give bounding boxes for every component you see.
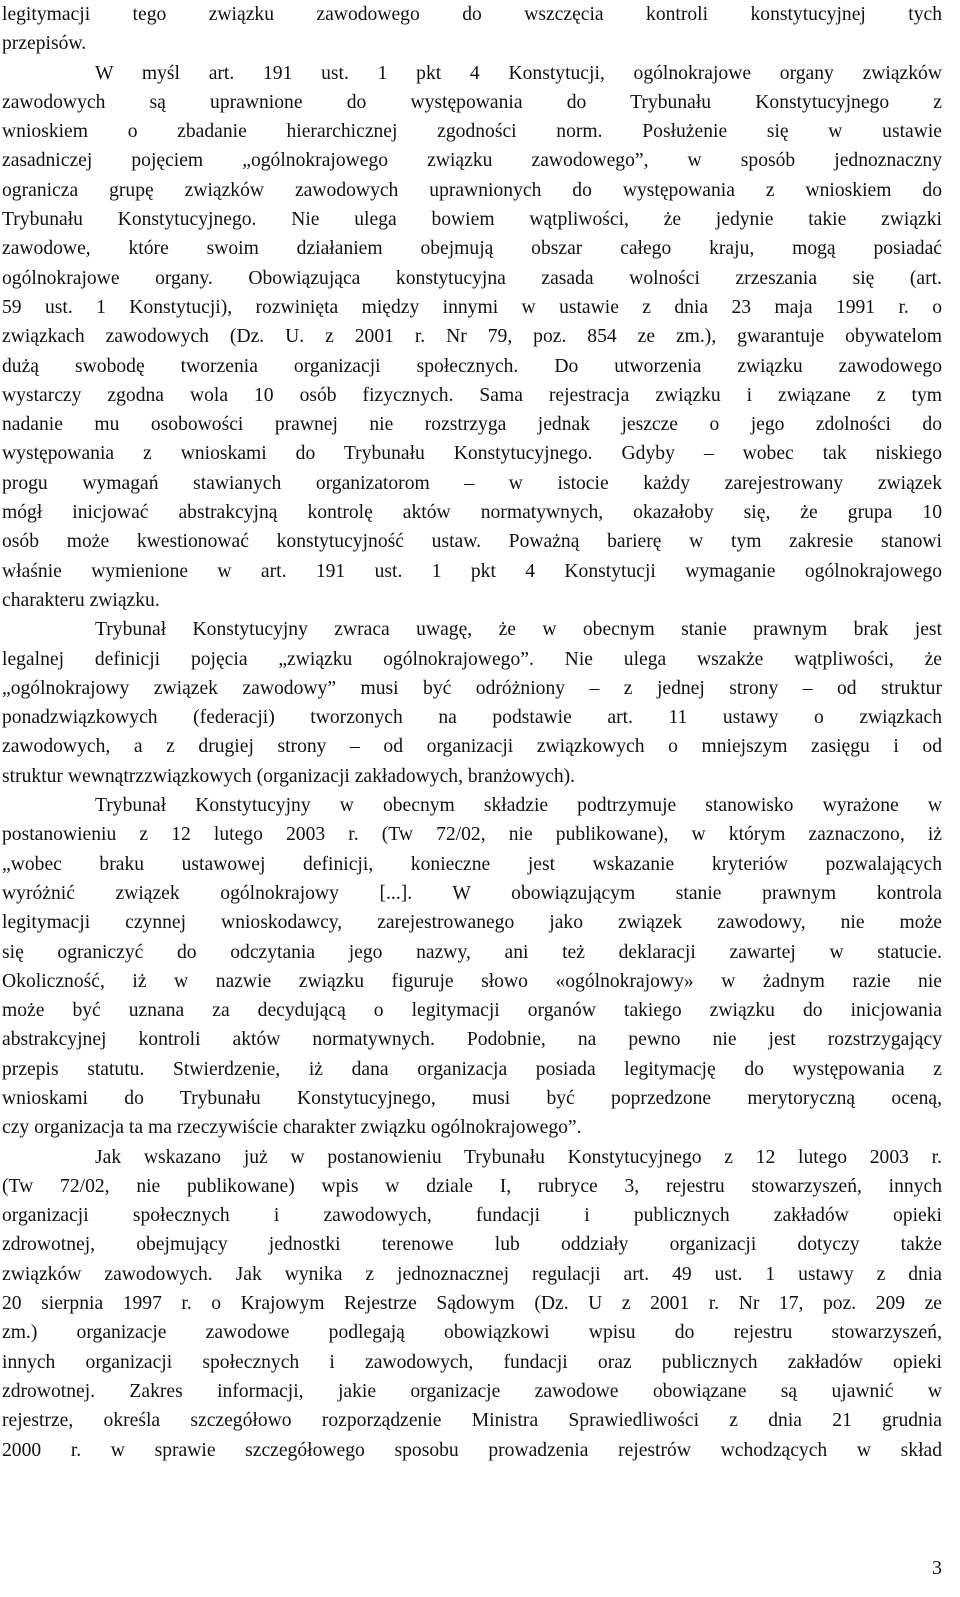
text-line: abstrakcyjnej kontroli aktów normatywnych. Podobnie, na pewno nie jest rozstrzygający xyxy=(2,1029,942,1051)
text-line: 20 sierpnia 1997 r. o Krajowym Rejestrze Sądowym (Dz. U z 2001 r. Nr 17, poz. 209 ze xyxy=(2,1293,942,1315)
text-line: osób może kwestionować konstytucyjność ustaw. Poważną barierę w tym zakresie stanowi xyxy=(2,531,942,553)
paragraph xyxy=(2,615,942,791)
text-line: struktur wewnątrzzwiązkowych (organizacji zakładowych, branżowych). xyxy=(2,765,576,787)
text-line: wyróżnić związek ogólnokrajowy [...]. W obowiązującym stanie prawnym kontrola xyxy=(2,882,942,904)
text-line: legitymacji tego związku zawodowego do wszczęcia kontroli konstytucyjnej tych xyxy=(2,4,942,25)
text-line: rejestrze, określa szczegółowo rozporządzenie Ministra Sprawiedliwości z dnia 21 grudnia xyxy=(2,1410,942,1432)
text-line: (Tw 72/02, nie publikowane) wpis w dziale I, rubryce 3, rejestru stowarzyszeń, innych xyxy=(2,1175,942,1197)
page-number: 3 xyxy=(932,1557,942,1579)
text-line: zm.) organizacje zawodowe podlegają obowiązkowi wpisu do rejestru stowarzyszeń, xyxy=(2,1322,942,1344)
text-line: W myśl art. 191 ust. 1 pkt 4 Konstytucji, ogólnokrajowe organy związków xyxy=(95,62,942,84)
text-line: związków zawodowych. Jak wynika z jednoznacznej regulacji art. 49 ust. 1 ustawy z dnia xyxy=(2,1263,942,1285)
text-line: 59 ust. 1 Konstytucji), rozwinięta między innymi w ustawie z dnia 23 maja 1991 r. o xyxy=(2,296,942,318)
text-line: Jak wskazano już w postanowieniu Trybunału Konstytucyjnego z 12 lutego 2003 r. xyxy=(95,1146,942,1168)
text-line: organizacji społecznych i zawodowych, fundacji i publicznych zakładów opieki xyxy=(2,1205,942,1227)
text-line: zawodowe, które swoim działaniem obejmują obszar całego kraju, mogą posiadać xyxy=(2,238,942,260)
text-line: ogranicza grupę związków zawodowych uprawnionych do występowania z wnioskiem do xyxy=(2,179,942,201)
text-line: legalnej definicji pojęcia „związku ogólnokrajowego”. Nie ulega wszakże wątpliwości, że xyxy=(2,648,942,670)
text-line: mógł inicjować abstrakcyjną kontrolę aktów normatywnych, okazałoby się, że grupa 10 xyxy=(2,502,942,524)
text-line: zawodowych, a z drugiej strony – od organizacji związkowych o mniejszym zasięgu i od xyxy=(2,736,942,758)
text-line: może być uznana za decydującą o legitymacji organów takiego związku do inicjowania xyxy=(2,1000,942,1022)
text-line: „ogólnokrajowy związek zawodowy” musi być odróżniony – z jednej strony – od struktur xyxy=(2,677,942,699)
text-line: zdrowotnej. Zakres informacji, jakie organizacje zawodowe obowiązane są ujawnić w xyxy=(2,1380,942,1402)
text-line: 2000 r. w sprawie szczegółowego sposobu prowadzenia rejestrów wchodzących w skład xyxy=(2,1439,942,1461)
text-line: Trybunału Konstytucyjnego. Nie ulega bowiem wątpliwości, że jedynie takie związki xyxy=(2,209,942,231)
text-line: czy organizacja ta ma rzeczywiście charakter związku ogólnokrajowego”. xyxy=(2,1117,582,1139)
text-line: Trybunał Konstytucyjny w obecnym składzie podtrzymuje stanowisko wyrażone w xyxy=(95,795,942,817)
text-line: przepis statutu. Stwierdzenie, iż dana organizacja posiada legitymację do występowania z xyxy=(2,1058,942,1080)
text-line: zdrowotnej, obejmujący jednostki terenowe lub oddziały organizacji dotyczy także xyxy=(2,1234,942,1256)
text-line: Trybunał Konstytucyjny zwraca uwagę, że w obecnym stanie prawnym brak jest xyxy=(95,619,942,641)
text-line: „wobec braku ustawowej definicji, konieczne jest wskazanie kryteriów pozwalających xyxy=(2,853,942,875)
paragraph xyxy=(2,59,942,616)
text-line: legitymacji czynnej wnioskodawcy, zarejestrowanego jako związek zawodowy, nie może xyxy=(2,912,942,934)
text-line: progu wymagań stawianych organizatorom – w istocie każdy zarejestrowany związek xyxy=(2,472,942,494)
text-line: ponadzwiązkowych (federacji) tworzonych na podstawie art. 11 ustawy o związkach xyxy=(2,707,942,729)
text-line: występowania z wnioskami do Trybunału Konstytucyjnego. Gdyby – wobec tak niskiego xyxy=(2,443,942,465)
text-line: innych organizacji społecznych i zawodowych, fundacji oraz publicznych zakładów opieki xyxy=(2,1351,942,1373)
text-line: wnioskiem o zbadanie hierarchicznej zgodności norm. Posłużenie się w ustawie xyxy=(2,121,942,143)
text-line: nadanie mu osobowości prawnej nie rozstrzyga jednak jeszcze o jego zdolności do xyxy=(2,414,942,436)
text-line: Okoliczność, iż w nazwie związku figuruje słowo «ogólnokrajowy» w żadnym razie nie xyxy=(2,970,942,992)
paragraph xyxy=(2,1143,942,1465)
text-line: postanowieniu z 12 lutego 2003 r. (Tw 72/02, nie publikowane), w którym zaznaczono, iż xyxy=(2,824,942,846)
text-line: właśnie wymienione w art. 191 ust. 1 pkt 4 Konstytucji wymaganie ogólnokrajowego xyxy=(2,560,942,582)
text-line: wystarczy zgodna wola 10 osób fizycznych. Sama rejestracja związku i związane z tym xyxy=(2,384,942,406)
text-line: zawodowych są uprawnione do występowania do Trybunału Konstytucyjnego z xyxy=(2,91,942,113)
text-line: się ograniczyć do odczytania jego nazwy, ani też deklaracji zawartej w statucie. xyxy=(2,941,942,963)
paragraph xyxy=(2,791,942,1143)
text-line: przepisów. xyxy=(2,33,87,55)
text-line: wnioskami do Trybunału Konstytucyjnego, musi być poprzedzone merytoryczną oceną, xyxy=(2,1087,942,1109)
document-body xyxy=(2,0,942,1465)
paragraph xyxy=(2,0,942,59)
text-line: związkach zawodowych (Dz. U. z 2001 r. Nr 79, poz. 854 ze zm.), gwarantuje obywatelom xyxy=(2,326,942,348)
text-line: zasadniczej pojęciem „ogólnokrajowego związku zawodowego”, w sposób jednoznaczny xyxy=(2,150,942,172)
text-line: charakteru związku. xyxy=(2,589,160,611)
text-line: dużą swobodę tworzenia organizacji społecznych. Do utworzenia związku zawodowego xyxy=(2,355,942,377)
text-line: ogólnokrajowe organy. Obowiązująca konstytucyjna zasada wolności zrzeszania się (art. xyxy=(2,267,942,289)
